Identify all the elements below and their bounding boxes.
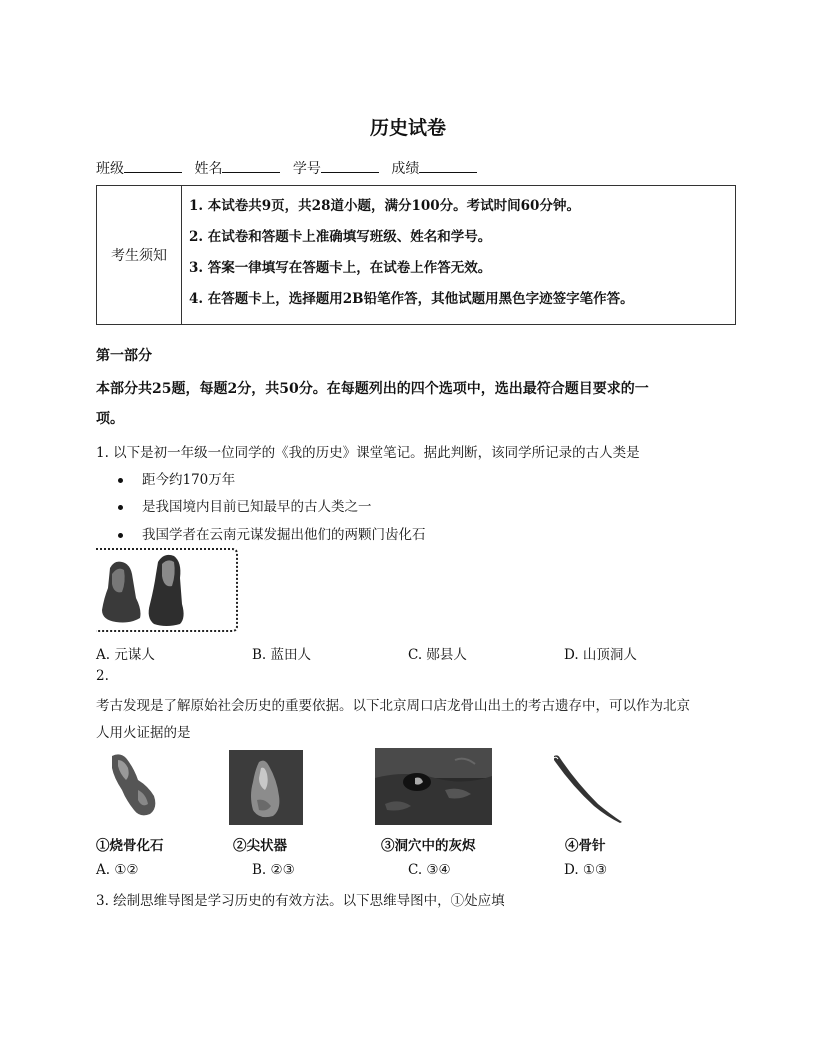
burnt-bone-photo — [104, 750, 162, 820]
question-1-option-a[interactable]: A. 元谋人 — [96, 647, 155, 663]
bullet-dot-icon — [118, 533, 123, 538]
bullet-dot-icon — [118, 478, 123, 483]
notice-items — [189, 194, 634, 318]
name-label: 姓名 — [194, 161, 223, 177]
class-label: 班级 — [96, 161, 124, 177]
bullet-dot-icon — [118, 505, 123, 510]
incisor-fossil-photo — [96, 548, 239, 632]
score-label: 成绩 — [391, 161, 420, 177]
question-2-option-a[interactable]: A. ①② — [96, 862, 139, 878]
question-1-option-d[interactable]: D. 山顶洞人 — [564, 647, 637, 663]
question-1-option-b[interactable]: B. 蓝田人 — [252, 647, 312, 663]
exam-notice-table — [96, 185, 736, 325]
question-1-bullet: 我国学者在云南元谋发掘出他们的两颗门齿化石 — [118, 523, 426, 543]
score-blank[interactable] — [419, 160, 477, 173]
question-3-stem: 3. 绘制思维导图是学习历史的有效方法。以下思维导图中，①处应填 — [96, 893, 505, 909]
bone-needle-icon — [548, 752, 628, 824]
question-2-number: 2. — [96, 668, 109, 684]
question-1-bullet: 是我国境内目前已知最早的古人类之一 — [118, 495, 372, 515]
notice-item: 4. 在答题卡上，选择题用2B铅笔作答，其他试题用黑色字迹签字笔作答。 — [189, 291, 634, 307]
student-id-label: 学号 — [292, 161, 321, 177]
question-1-stem: 1. 以下是初一年级一位同学的《我的历史》课堂笔记。据此判断，该同学所记录的古人类是 — [96, 445, 640, 461]
question-2-stem: 考古发现是了解原始社会历史的重要依据。以下北京周口店龙骨山出土的考古遗存中，可以作为北京 — [96, 698, 690, 714]
student-info-fields — [96, 158, 485, 178]
notice-item: 3. 答案一律填写在答题卡上，在试卷上作答无效。 — [189, 260, 492, 276]
question-2-option-b[interactable]: B. ②③ — [252, 862, 295, 878]
pointed-tool-photo — [229, 750, 303, 825]
cave-ash-icon — [375, 748, 492, 825]
cave-ash-photo — [375, 748, 492, 825]
burnt-bone-icon — [104, 750, 162, 820]
question-2-stem-cont: 人用火证据的是 — [96, 725, 191, 741]
incisor-fossil-icon — [96, 548, 239, 632]
class-blank[interactable] — [124, 160, 182, 173]
notice-item: 2. 在试卷和答题卡上准确填写班级、姓名和学号。 — [189, 229, 492, 245]
caption-pointed-tool: ②尖状器 — [233, 838, 287, 854]
page-title: 历史试卷 — [369, 117, 446, 139]
question-2-option-c[interactable]: C. ③④ — [408, 862, 451, 878]
question-1-bullet: 距今约170万年 — [118, 468, 235, 488]
name-blank[interactable] — [222, 160, 280, 173]
notice-heading: 考生须知 — [97, 186, 182, 324]
question-1-option-c[interactable]: C. 郧县人 — [408, 647, 467, 663]
bone-needle-photo — [548, 752, 628, 824]
part-instruction: 本部分共25题，每题2分，共50分。在每题列出的四个选项中，选出最符合题目要求的一 — [96, 381, 649, 397]
notice-item: 1. 本试卷共9页，共28道小题，满分100分。考试时间60分钟。 — [189, 198, 580, 214]
part-instruction-cont: 项。 — [96, 411, 124, 427]
student-id-blank[interactable] — [321, 160, 379, 173]
caption-bone-needle: ④骨针 — [565, 838, 606, 854]
caption-burnt-bone: ①烧骨化石 — [96, 838, 164, 854]
caption-cave-ash: ③洞穴中的灰烬 — [381, 838, 476, 854]
question-2-option-d[interactable]: D. ①③ — [564, 862, 608, 878]
part-heading: 第一部分 — [96, 348, 152, 364]
pointed-tool-icon — [229, 750, 303, 825]
